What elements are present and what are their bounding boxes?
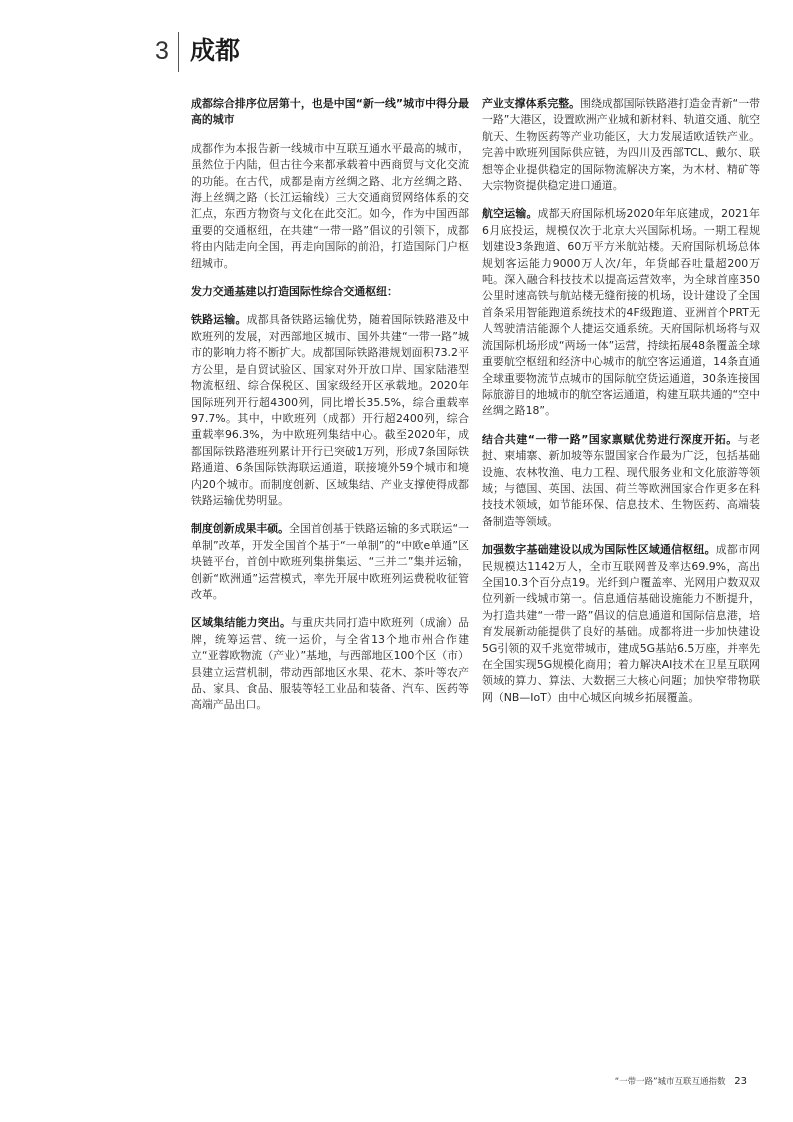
paragraph-lead: 结合共建“一带一路”国家禀赋优势进行深度开拓。 [482, 432, 738, 446]
section-heading: 发力交通基建以打造国际性综合交通枢纽： [191, 285, 398, 299]
paragraph-text: 成都具备铁路运输优势，随着国际铁路港及中欧班列的发展，对西部地区城市、国外共建“一带一路”城市的影响力将不断扩大。成都国际铁路港规划面积73.2平方公里，是自贸试验区、国家对外开放口岸、国家陆港型物流枢纽、综合保税区、国家级经开区承载地。2020年国际班列开行超4300列，同比增长35.5%，综合重载率97.7%。其中，中欧班列（成都）开行超2400列，综合重载率96.3%，为中欧班列集结中心。截至2020年，成都国际铁路港班列累计开行已突破1万列，形成7条国际铁路通道、6条国际铁海联运通道，联接境外59个城市和境内20个城市。而制度创新、区域集结、产业支撑使得成都铁路运输优势明显。 [191, 313, 469, 507]
paragraph-lead: 航空运输。 [482, 207, 538, 221]
chapter-title: 成都 [190, 36, 241, 65]
paragraph-text: 成都市网民规模达1142万人，全市互联网普及率达69.9%，高出全国10.3个百分点19。光纤到户覆盖率、光网用户数双双位列新一线城市第一。信息通信基础设施能力不断提升，为打造共建“一带一路”倡议的信息通道和国际信息港，培育发展新动能提供了良好的基础。成都将进一步加快建设5G引领的双千兆宽带城市，建成5G基站6.5万座，并率先在全国实现5G规模化商用；着力解决AI技术在卫星互联网领域的算力、算法、大数据三大核心问题；加快窄带物联网（NB—IoT）由中心城区向城乡拓展覆盖。 [482, 543, 760, 704]
body-paragraph [191, 615, 469, 713]
body-paragraph [482, 542, 760, 706]
body-paragraph [191, 312, 469, 509]
right-column [482, 96, 760, 718]
paragraph-lead: 加强数字基础建设以成为国际性区域通信枢纽。 [482, 543, 716, 557]
paragraph-text: 与重庆共同打造中欧班列（成渝）品牌，统筹运营、统一运价，与全省13个地市州合作建立“亚蓉欧物流（产业）”基地，与西部地区100个区（市）县建立运营机制，带动西部地区水果、花木、茶叶等农产品、家具、食品、服装等轻工业品和装备、汽车、医药等高端产品出口。 [191, 616, 469, 712]
body-paragraph [482, 206, 760, 419]
body-paragraph [191, 141, 469, 272]
left-column [191, 96, 469, 726]
paragraph-text: 围绕成都国际铁路港打造金青新“一带一路”大港区，设置欧洲产业城和新材料、轨道交通、航空航天、生物医药等产业功能区，大力发展适欧适铁产业。完善中欧班列国际供应链，为四川及西部TCL、戴尔、联想等企业提供稳定的国际物流解决方案，为木材、精矿等大宗物资提供稳定进口通道。 [482, 97, 760, 193]
footer-title: “一带一路”城市互联互通指数 [614, 1077, 726, 1087]
body-paragraph [482, 432, 760, 530]
paragraph-text: 成都天府国际机场2020年年底建成，2021年6月底投运，规模仅次于北京大兴国际机场。一期工程规划建设3条跑道、60万平方米航站楼。天府国际机场总体规划客运能力9000万人次/年，年货邮吞吐量超200万吨。深入融合科技技术以提高运营效率，为全球首座350公里时速高铁与航站楼无缝衔接的机场，设计建设了全国首条采用智能跑道系统技术的4F级跑道、亚洲首个PRT无人驾驶清洁能源个人捷运交通系统。天府国际机场将与双流国际机场形成“两场一体”运营，持续拓展48条覆盖全球重要航空枢纽和经济中心城市的航空客运通道，14条直通全球重要物流节点城市的国际航空货运通道，30条连接国际旅游目的地城市的航空客运通道，构建互联共通的“空中丝绸之路18”。 [482, 207, 760, 418]
paragraph-lead: 制度创新成果丰硕。 [191, 522, 290, 536]
body-paragraph [482, 96, 760, 194]
paragraph-lead: 区域集结能力突出。 [191, 616, 292, 630]
chapter-divider [178, 32, 179, 72]
page-number: 23 [734, 1076, 747, 1087]
paragraph-text: 成都作为本报告新一线城市中互联互通水平最高的城市，虽然位于内陆，但古往今来都承载着中西商贸与文化交流的功能。在古代，成都是南方丝绸之路、北方丝绸之路、海上丝绸之路（长江运输线）三大交通商贸网络体系的交汇点，东西方物资与文化在此交汇。如今，作为中国西部重要的交通枢纽，在共建“一带一路”倡议的引领下，成都将由内陆走向全国，再走向国际的前沿，打造国际门户枢纽城市。 [191, 141, 469, 270]
page-footer [615, 1075, 747, 1087]
paragraph-lead: 产业支撑体系完整。 [482, 97, 581, 110]
body-paragraph [191, 521, 469, 603]
section-heading: 成都综合排序位居第十，也是中国“新一线”城市中得分最高的城市 [191, 97, 469, 127]
paragraph-text: 全国首创基于铁路运输的多式联运“一单制”改革，开发全国首个基于“一单制”的“中欧e单通”区块链平台，首创中欧班列集拼集运、“三并二”集并运输，创新“欧洲通”运营模式，率先开展中欧班列运费税收征管改革。 [191, 522, 469, 601]
paragraph-lead: 铁路运输。 [191, 313, 247, 327]
chapter-number: 3 [155, 37, 169, 65]
paragraph-text: 与老挝、柬埔寨、新加坡等东盟国家合作最为广泛，包括基础设施、农林牧渔、电力工程、现代服务业和文化旅游等领域；与德国、英国、法国、荷兰等欧洲国家合作更多在科技技术领域，如节能环保、信息技术、生物医药、高端装备制造等领域。 [482, 432, 760, 528]
